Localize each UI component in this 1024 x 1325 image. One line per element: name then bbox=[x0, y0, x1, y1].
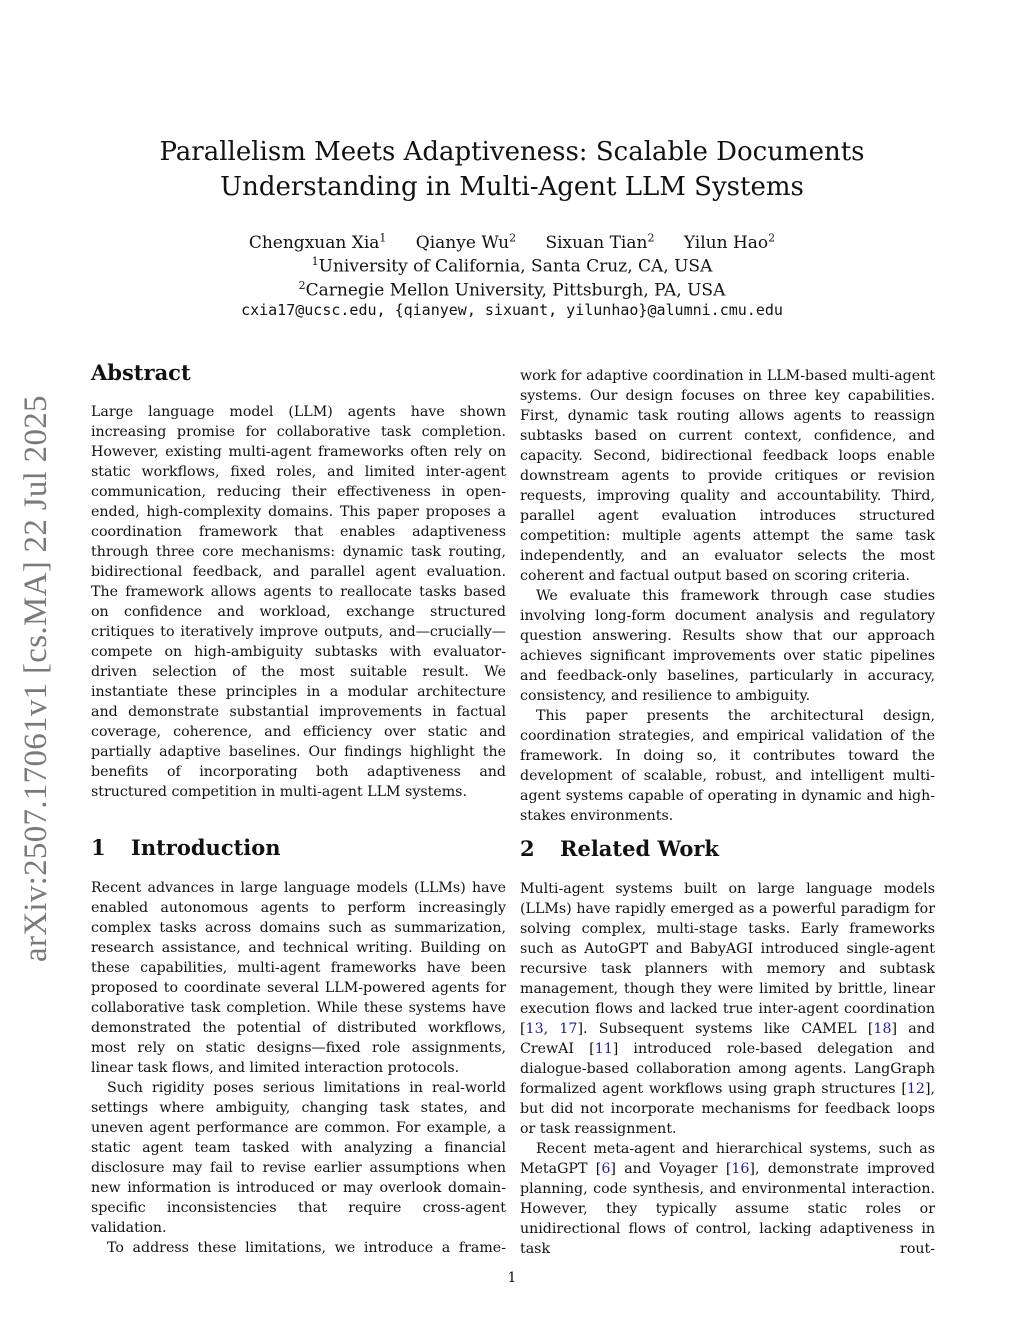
citation-link[interactable]: 11 bbox=[594, 1041, 613, 1057]
introduction-body bbox=[91, 878, 506, 1258]
affiliation: $^2$Carnegie Mellon University, Pittsburgh, PA, USA bbox=[298, 279, 726, 301]
related-work-body bbox=[520, 879, 935, 1259]
abstract-body bbox=[91, 402, 506, 802]
citation-link[interactable]: 17 bbox=[559, 1021, 578, 1037]
paragraph: work for adaptive coordination in LLM-based multi-agent systems. Our design focuses on three key capabilities. First, dynamic task routing allows agents to reassign subtasks based on current context, confidence, and capacity. Second, bidirectional feedback loops enable downstream agents to provide critiques or revision requests, improving quality and accountability. Third, parallel agent evaluation introduces structured competition: multiple agents attempt the same task independently, and an evaluator selects the most coherent and factual output based on scoring criteria. bbox=[520, 368, 935, 584]
citation-link[interactable]: 13 bbox=[525, 1021, 544, 1037]
paper-title: Parallelism Meets Adaptiveness: Scalable Documents Understanding in Multi-Agent LLM Systems bbox=[159, 137, 865, 202]
section-heading-introduction: 1 Introduction bbox=[91, 835, 281, 860]
paragraph: This paper presents the architectural design, coordination strategies, and empirical validation of the framework. In doing so, it contributes toward the development of scalable, robust, and intelligent multi-agent systems capable of operating in dynamic and high-stakes environments. bbox=[520, 708, 935, 824]
author-name: Sixuan Tian$^2$ bbox=[545, 231, 655, 253]
paragraph: Recent advances in large language models (LLMs) have enabled autonomous agents to perform increasingly complex tasks across domains such as summarization, research assistance, and technical writing. Building on these capabilities, multi-agent frameworks have been proposed to coordinate several LLM-powered agents for collaborative task completion. While these systems have demonstrated the potential of distributed workflows, most rely on static designs—fixed role assignments, linear task flows, and limited interaction protocols. bbox=[91, 880, 506, 1076]
author-emails: cxia17@ucsc.edu, {qianyew, sixuant, yilunhao}@alumni.cmu.edu bbox=[241, 301, 783, 319]
paragraph: We evaluate this framework through case studies involving long-form document analysis and regulatory question answering. Results show that our approach achieves significant improvements over static pipelines and feedback-only baselines, particularly in accuracy, consistency, and resilience to ambiguity. bbox=[520, 588, 935, 704]
citation-link[interactable]: 12 bbox=[906, 1081, 925, 1097]
affiliation: $^1$University of California, Santa Cruz, CA, USA bbox=[311, 255, 713, 277]
citation-link[interactable]: 18 bbox=[873, 1021, 892, 1037]
introduction-continued bbox=[520, 366, 935, 826]
arxiv-identifier: arXiv:2507.17061v1 [cs.MA] 22 Jul 2025 bbox=[18, 395, 54, 962]
page-number: 1 bbox=[507, 1270, 517, 1286]
paragraph: Multi-agent systems built on large language models (LLMs) have rapidly emerged as a powerful paradigm for solving complex, multi-stage tasks. Early frameworks such as AutoGPT and BabyAGI introduced single-agent recursive task planners with memory and subtask management, though they were limited by brittle, linear execution flows and lacked true inter-agent coordination [13, 17]. Subsequent systems like CAMEL [18] and CrewAI [11] introduced role-based delegation and dialogue-based collaboration among agents. LangGraph formalized agent workflows using graph structures [12], but did not incorporate mechanisms for feedback loops or task reassignment. bbox=[520, 881, 935, 1137]
section-heading-related-work: 2 Related Work bbox=[520, 836, 719, 861]
paragraph: Such rigidity poses serious limitations in real-world settings where ambiguity, changing task states, and uneven agent performance are common. For example, a static agent team tasked with analyzing a financial disclosure may fail to revise earlier assumptions when new information is introduced or may overlook domain-specific inconsistencies that require cross-agent validation. bbox=[91, 1080, 506, 1236]
paragraph: Recent meta-agent and hierarchical systems, such as MetaGPT [6] and Voyager [16], demonstrate improved planning, code synthesis, and environmental interaction. However, they typically assume static roles or unidirectional flows of control, lacking adaptiveness in task rout- bbox=[520, 1141, 935, 1257]
author-name: Yilun Hao$^2$ bbox=[683, 231, 776, 253]
citation-link[interactable]: 16 bbox=[731, 1161, 750, 1177]
author-name: Chengxuan Xia$^1$ bbox=[248, 231, 387, 253]
abstract-heading: Abstract bbox=[91, 360, 191, 385]
author-name: Qianye Wu$^2$ bbox=[415, 231, 517, 253]
citation-link[interactable]: 6 bbox=[601, 1161, 611, 1177]
abstract-paragraph: Large language model (LLM) agents have shown increasing promise for collaborative task completion. However, existing multi-agent frameworks often rely on static workflows, fixed roles, and limited inter-agent communication, reducing their effectiveness in open-ended, high-complexity domains. This paper proposes a coordination framework that enables adaptiveness through three core mechanisms: dynamic task routing, bidirectional feedback, and parallel agent evaluation. The framework allows agents to reallocate tasks based on confidence and workload, exchange structured critiques to iteratively improve outputs, and—crucially—compete on high-ambiguity subtasks with evaluator-driven selection of the most suitable result. We instantiate these principles in a modular architecture and demonstrate substantial improvements in factual coverage, coherence, and efficiency over static and partially adaptive baselines. Our findings highlight the benefits of incorporating both adaptiveness and structured competition in multi-agent LLM systems. bbox=[91, 404, 506, 800]
paragraph: To address these limitations, we introduce a frame- bbox=[107, 1240, 506, 1256]
